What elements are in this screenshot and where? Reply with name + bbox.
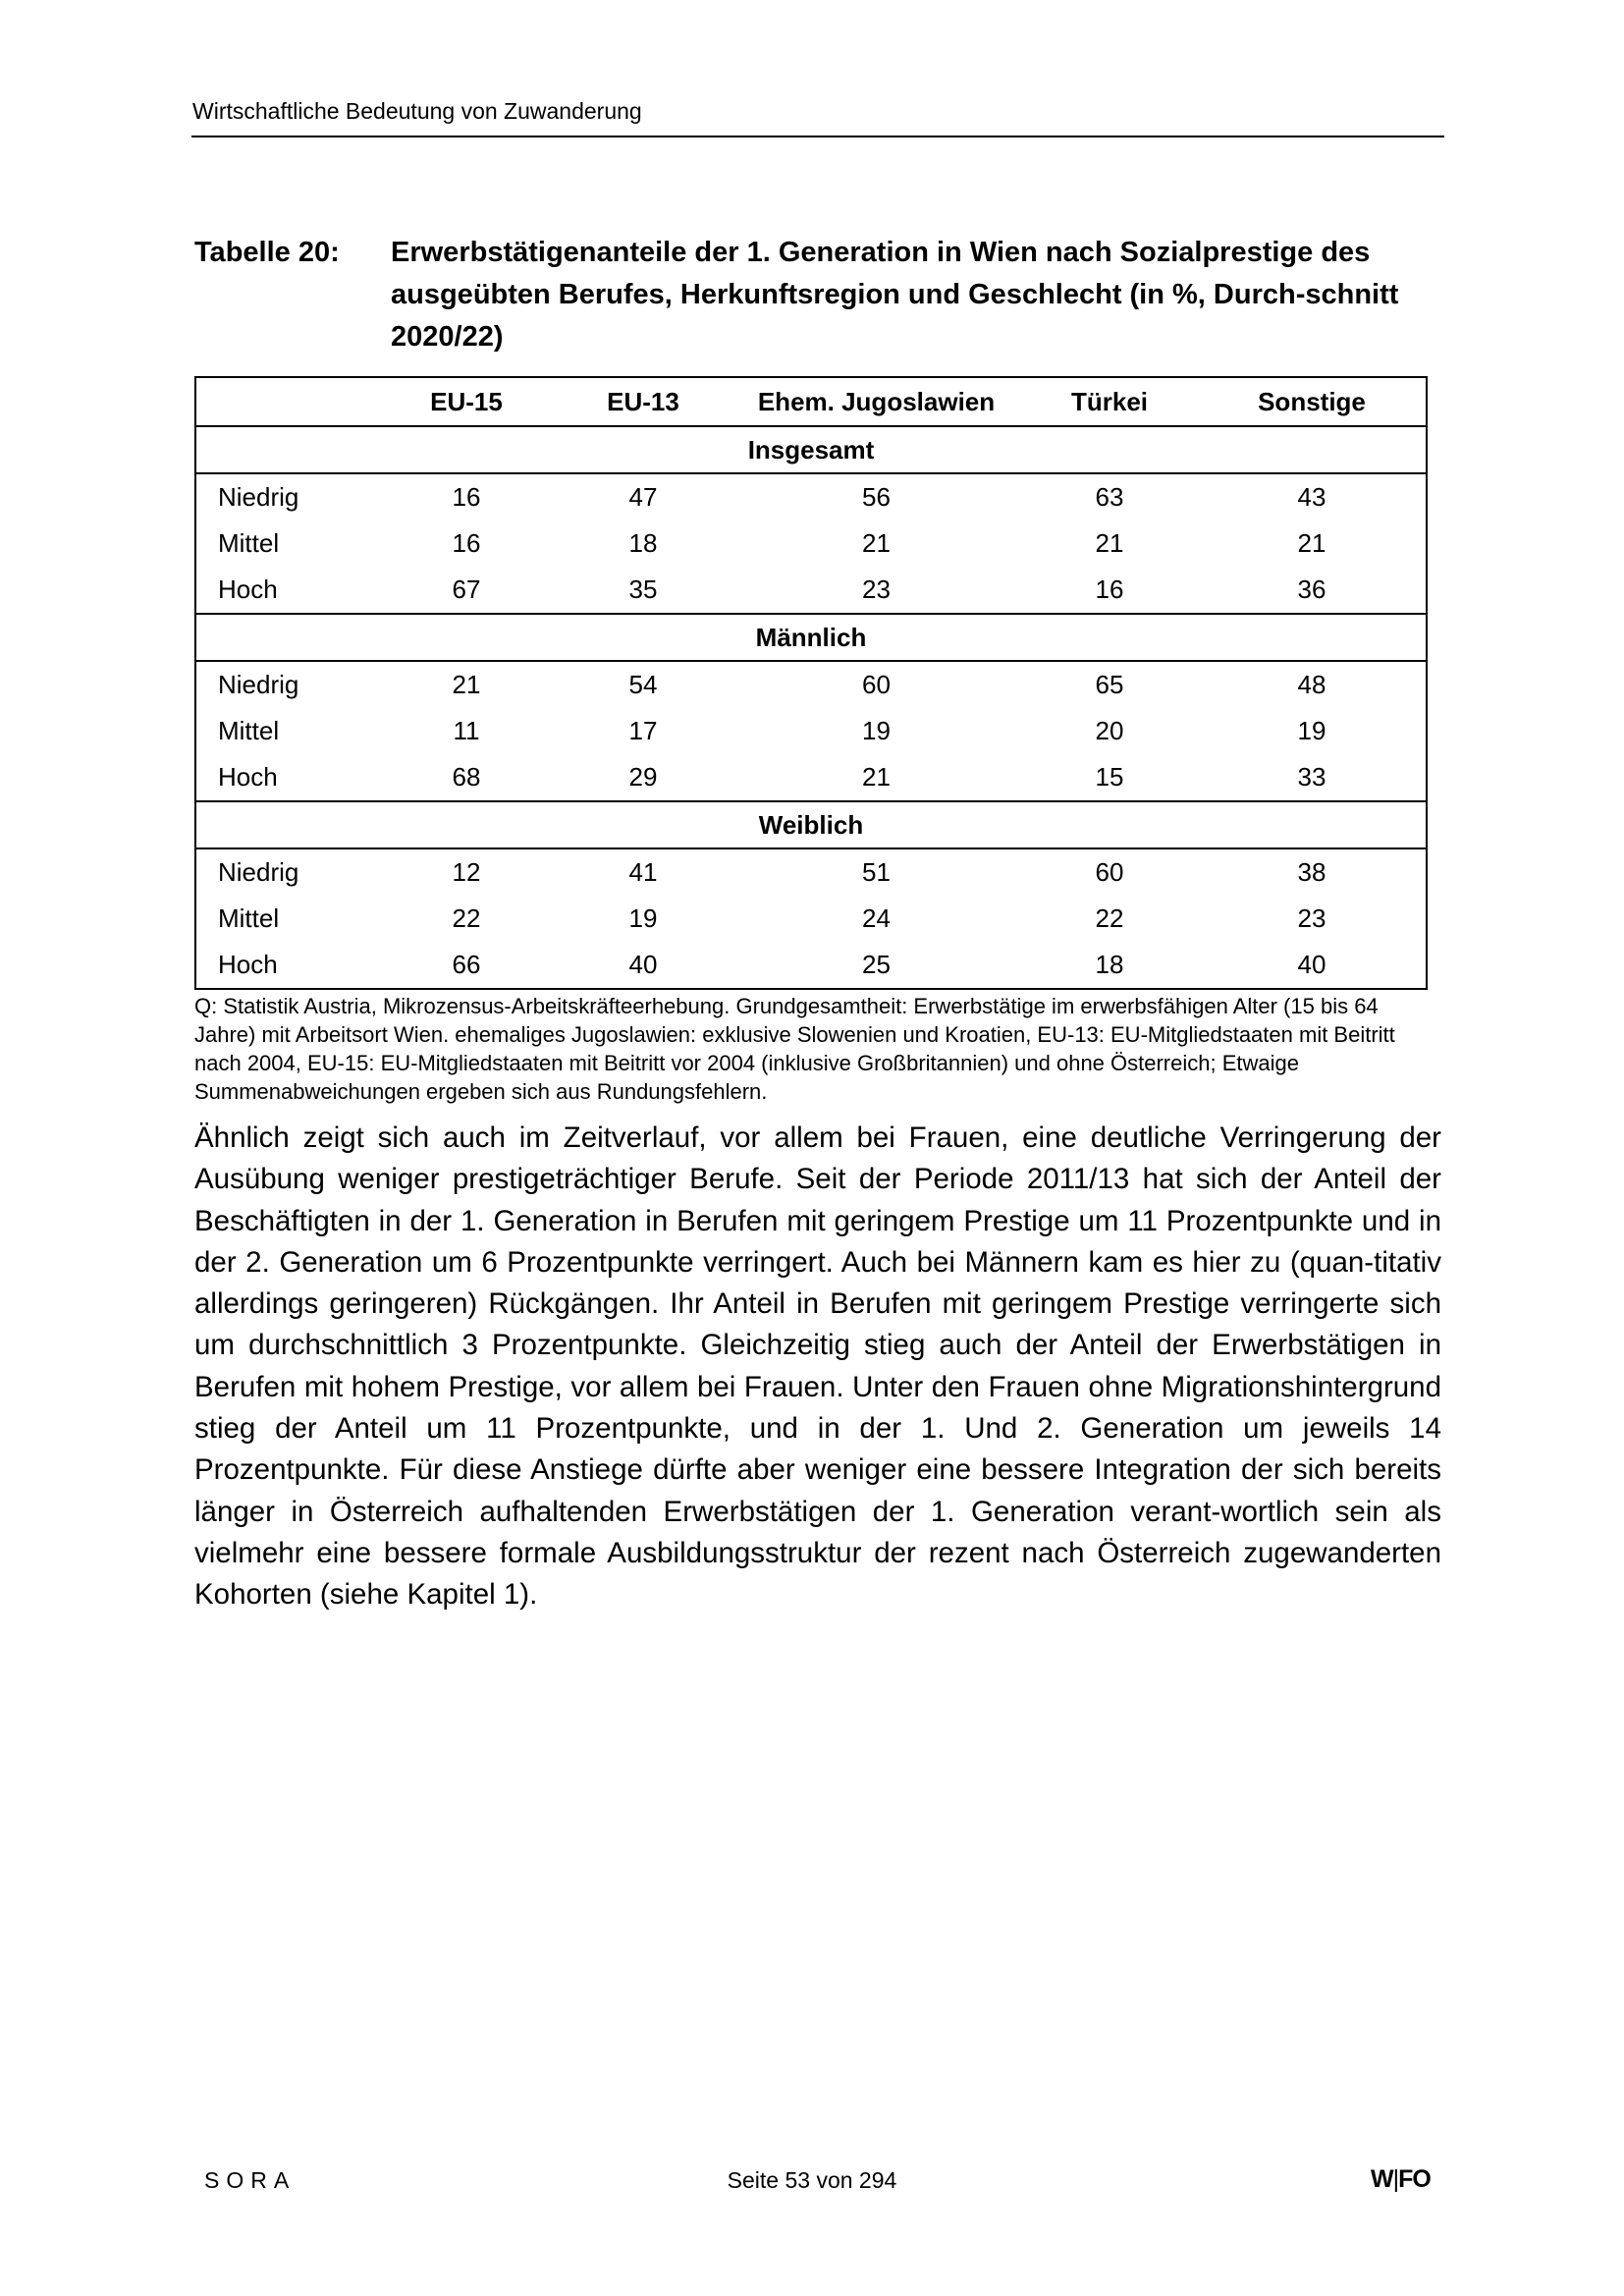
header-cell-eu13: EU-13 bbox=[555, 377, 731, 426]
row-label: Hoch bbox=[218, 574, 278, 604]
cell: 12 bbox=[452, 857, 481, 887]
data-table bbox=[194, 376, 1428, 990]
cell: 60 bbox=[862, 670, 891, 699]
cell: 40 bbox=[628, 950, 658, 979]
cell: 21 bbox=[452, 670, 481, 699]
caption-text: Erwerbstätigenanteile der 1. Generation in Wien nach Sozialprestige des ausgeübten Berufes, Herkunftsregion und Geschlecht (in %, Durch-schnitt 2020/22) bbox=[391, 237, 1399, 353]
cell: 21 bbox=[862, 762, 891, 792]
cell: 41 bbox=[628, 857, 658, 887]
page-number: Seite 53 von 294 bbox=[727, 2167, 897, 2193]
cell: 68 bbox=[452, 762, 481, 792]
cell: 16 bbox=[452, 482, 481, 512]
caption-prefix: Tabelle 20: bbox=[194, 237, 340, 268]
footer-logo-sora: SORA bbox=[204, 2167, 297, 2193]
cell: 23 bbox=[862, 574, 891, 604]
cell: 63 bbox=[1095, 482, 1124, 512]
running-header: Wirtschaftliche Bedeutung von Zuwanderung bbox=[192, 98, 642, 124]
wifo-w: W bbox=[1371, 2165, 1393, 2193]
cell: 47 bbox=[628, 482, 658, 512]
row-label: Niedrig bbox=[218, 670, 299, 699]
cell: 16 bbox=[1095, 574, 1124, 604]
table-row bbox=[195, 473, 1427, 520]
row-label: Hoch bbox=[218, 950, 278, 979]
row-label: Mittel bbox=[218, 528, 280, 558]
cell: 17 bbox=[628, 716, 658, 745]
cell: 19 bbox=[628, 903, 658, 933]
cell: 65 bbox=[1095, 670, 1124, 699]
table-row bbox=[195, 567, 1427, 614]
cell: 48 bbox=[1297, 670, 1326, 699]
row-label: Mittel bbox=[218, 903, 280, 933]
table-row bbox=[195, 848, 1427, 896]
cell: 24 bbox=[862, 903, 891, 933]
cell: 23 bbox=[1297, 903, 1326, 933]
header-rule bbox=[191, 136, 1444, 137]
cell: 15 bbox=[1095, 762, 1124, 792]
section-row-insgesamt bbox=[195, 426, 1427, 473]
cell: 22 bbox=[452, 903, 481, 933]
cell: 22 bbox=[1095, 903, 1124, 933]
body-paragraph: Ähnlich zeigt sich auch im Zeitverlauf, vor allem bei Frauen, eine deutliche Verringerung der Ausübung weniger prestigeträchtiger Berufe. Seit der Periode 2011/13 hat sich der Anteil der Beschäftigten in der 1. Generation in Berufen mit geringem Prestige um 11 Prozentpunkte und in der 2. Generation um 6 Prozentpunkte verringert. Auch bei Männern kam es hier zu (quan-titativ allerdings geringeren) Rückgängen. Ihr Anteil in Berufen mit geringem Prestige verringerte sich um durchschnittlich 3 Prozentpunkte. Gleichzeitig stieg auch der Anteil der Erwerbstätigen in Berufen mit hohem Prestige, vor allem bei Frauen. Unter den Frauen ohne Migrationshintergrund stieg der Anteil um 11 Prozentpunkte, und in der 1. Und 2. Generation um jeweils 14 Prozentpunkte. Für diese Anstiege dürfte aber weniger eine bessere Integration der sich bereits länger in Österreich aufhaltenden Erwerbstätigen der 1. Generation verant-wortlich sein als vielmehr eine bessere formale Ausbildungsstruktur der rezent nach Österreich zugewanderten Kohorten (siehe Kapitel 1). bbox=[194, 1121, 1441, 1612]
cell: 60 bbox=[1095, 857, 1124, 887]
table-header-row bbox=[195, 377, 1427, 426]
cell: 51 bbox=[862, 857, 891, 887]
cell: 29 bbox=[628, 762, 658, 792]
table-row bbox=[195, 942, 1427, 989]
footer-logo-wifo bbox=[1371, 2165, 1431, 2194]
section-title: Insgesamt bbox=[195, 426, 1427, 473]
cell: 19 bbox=[1297, 716, 1326, 745]
cell: 67 bbox=[452, 574, 481, 604]
cell: 38 bbox=[1297, 857, 1326, 887]
table-row bbox=[195, 896, 1427, 942]
table-source-note: Q: Statistik Austria, Mikrozensus-Arbeitskräfteerhebung. Grundgesamtheit: Erwerbstätige im erwerbsfähigen Alter (15 bis 64 Jahre) mit Arbeitsort Wien. ehemaliges Jugoslawien: exklusive Slowenien und Kroatien, EU-13: EU-Mitgliedstaaten mit Beitritt nach 2004, EU-15: EU-Mitgliedstaaten mit Beitritt vor 2004 (inklusive Großbritannien) und ohne Österreich; Etwaige Summenabweichungen ergeben sich aus Rundungsfehlern. bbox=[194, 994, 1395, 1104]
cell: 20 bbox=[1095, 716, 1124, 745]
wifo-bar: | bbox=[1392, 2165, 1399, 2193]
cell: 18 bbox=[1095, 950, 1124, 979]
header-cell-tuerkei: Türkei bbox=[1021, 377, 1198, 426]
row-label: Niedrig bbox=[218, 482, 299, 512]
row-label: Hoch bbox=[218, 762, 278, 792]
cell: 66 bbox=[452, 950, 481, 979]
header-cell-eu15: EU-15 bbox=[378, 377, 555, 426]
cell: 21 bbox=[1297, 528, 1326, 558]
cell: 16 bbox=[452, 528, 481, 558]
header-cell-empty bbox=[195, 377, 378, 426]
header-cell-sonstige: Sonstige bbox=[1198, 377, 1427, 426]
wifo-fo: FO bbox=[1398, 2165, 1431, 2193]
cell: 54 bbox=[628, 670, 658, 699]
table-row bbox=[195, 708, 1427, 754]
table-row bbox=[195, 520, 1427, 567]
cell: 56 bbox=[862, 482, 891, 512]
row-label: Niedrig bbox=[218, 857, 299, 887]
table-row bbox=[195, 661, 1427, 708]
section-title: Weiblich bbox=[195, 801, 1427, 848]
cell: 21 bbox=[1095, 528, 1124, 558]
section-row-weiblich bbox=[195, 801, 1427, 848]
cell: 40 bbox=[1297, 950, 1326, 979]
cell: 21 bbox=[862, 528, 891, 558]
cell: 25 bbox=[862, 950, 891, 979]
table-row bbox=[195, 754, 1427, 801]
cell: 33 bbox=[1297, 762, 1326, 792]
cell: 43 bbox=[1297, 482, 1326, 512]
cell: 35 bbox=[628, 574, 658, 604]
header-cell-jugoslawien: Ehem. Jugoslawien bbox=[731, 377, 1021, 426]
cell: 36 bbox=[1297, 574, 1326, 604]
cell: 19 bbox=[862, 716, 891, 745]
cell: 11 bbox=[453, 716, 480, 745]
table-caption bbox=[194, 232, 1432, 358]
section-row-maennlich bbox=[195, 614, 1427, 661]
cell: 18 bbox=[628, 528, 658, 558]
section-title: Männlich bbox=[195, 614, 1427, 661]
row-label: Mittel bbox=[218, 716, 280, 745]
